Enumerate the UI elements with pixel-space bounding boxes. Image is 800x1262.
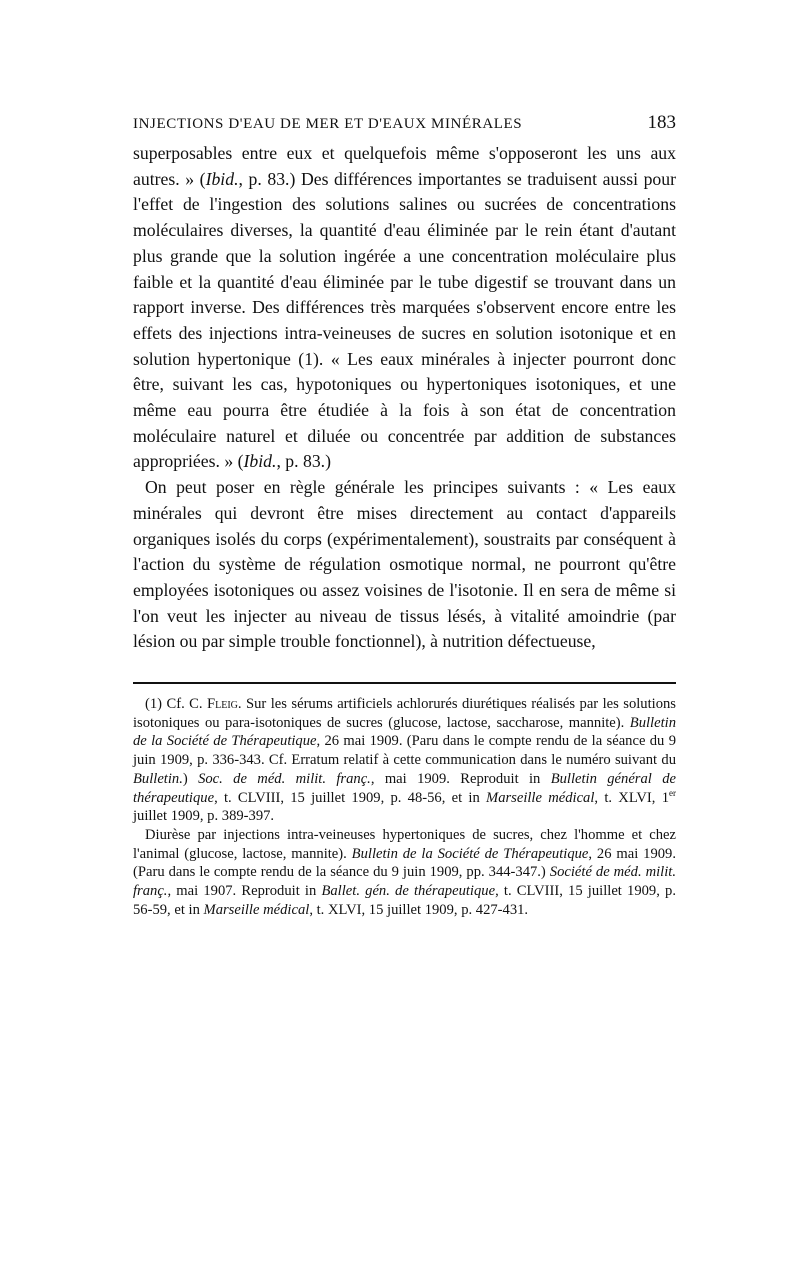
footnote-rule <box>133 682 676 684</box>
citation-ibid: Ibid. <box>205 168 239 189</box>
text-run: , mai 1909. Reproduit in <box>370 770 551 787</box>
superscript: er <box>669 787 676 798</box>
text-run: Diurèse par injections intra-veineuses hypertoniques de sucres, chez l'homme et chez l'animal (glucose, lactose, mannite). <box>133 826 676 862</box>
main-text <box>133 141 676 655</box>
journal-title: Bulletin de la Société de Thérapeutique <box>351 845 589 862</box>
journal-title: Marseille médical <box>486 789 595 806</box>
text-run: , p. 83.) Des différences importantes se traduisent aussi pour l'effet de l'ingestion des solutions salines ou sucrées de concentrations moléculaires diverses, la quantité d'eau éliminée par le rein étant d'autant plus grande que la solution ingérée a une concentration moléculaire plus faible et la quantité d'eau éliminée par le tube digestif se trouvant dans un rapport inverse. Des différences très marquées s'observent encore entre les effets des injections intra-veineuses de sucres en solution isotonique et en solution hypertonique (1). « Les eaux minérales à injecter pourront donc être, suivant les cas, hypotoniques ou hypertoniques isotoniques, et une même eau pourra être étudiée à la fois à son état de concentration moléculaire naturel et diluée ou concentrée par addition de substances appropriées. » ( <box>133 168 677 472</box>
footnote-1 <box>133 695 676 826</box>
running-title: INJECTIONS D'EAU DE MER ET D'EAUX MINÉRALES <box>133 116 523 132</box>
journal-title: Société de méd. milit. franç. <box>133 864 676 900</box>
text-run: ) <box>182 770 199 787</box>
text-run: , 26 mai 1909. (Paru dans le compte rendu de la séance du 9 juin 1909, pp. 344-347.) <box>133 845 676 881</box>
text-run: superposables entre eux et quelquefois même s'opposeront les uns aux autres. » ( <box>133 143 676 189</box>
text-run: , t. XLVI, 1 <box>594 789 669 806</box>
page <box>133 112 676 920</box>
page-number: 183 <box>647 112 676 133</box>
text-run: , mai 1907. Reproduit in <box>167 883 322 900</box>
text-run: juillet 1909, p. 389-397. <box>133 808 275 825</box>
journal-title: Bulletin de la Société de Thérapeutique <box>133 714 676 750</box>
paragraph-1 <box>133 141 676 475</box>
citation-ibid: Ibid. <box>243 451 277 472</box>
journal-title: Soc. de méd. milit. franç. <box>198 770 371 787</box>
text-run: , t. CLVIII, 15 juillet 1909, p. 48-56, et in <box>214 789 487 806</box>
journal-title: Ballet. gén. de thérapeutique <box>321 883 496 900</box>
running-head <box>133 112 676 140</box>
text-run: (1) Cf. C. <box>145 696 208 713</box>
author-name: Fleig <box>207 696 238 713</box>
text-run: . Sur les sérums artificiels achlorurés diurétiques réalisés par les solutions isotoniques ou para-isotoniques de sucres (glucose, lactose, saccharose, mannite). <box>133 696 676 731</box>
journal-title: Marseille médical <box>203 901 310 918</box>
footnotes <box>133 695 676 919</box>
journal-title: Bulletin. <box>133 770 183 787</box>
journal-title: Bulletin général de thérapeutique <box>133 770 676 806</box>
text-run: , p. 83.) <box>276 451 331 472</box>
text-run: , t. CLVIII, 15 juillet 1909, p. 56-59, et in <box>133 883 676 918</box>
paragraph-2: On peut poser en règle générale les principes suivants : « Les eaux minérales qui devront être mises directement au contact d'appareils organiques isolés du corps (expérimentalement), soustraits par conséquent à l'action du système de régulation osmotique normal, ne pourront qu'être employées isotoniques ou assez voisines de l'isotonie. Il en sera de même si l'on veut les injecter au niveau de tissus lésés, à vitalité amoindrie (par lésion ou par simple trouble fonctionnel), à nutrition défectueuse, <box>133 477 676 652</box>
text-run: , 26 mai 1909. (Paru dans le compte rendu de la séance du 9 juin 1909, p. 336-343. Cf. Erratum relatif à cette communication dans le numéro suivant du <box>133 733 676 769</box>
text-run: , t. XLVI, 15 juillet 1909, p. 427-431. <box>309 901 529 918</box>
footnote-2 <box>133 826 676 920</box>
